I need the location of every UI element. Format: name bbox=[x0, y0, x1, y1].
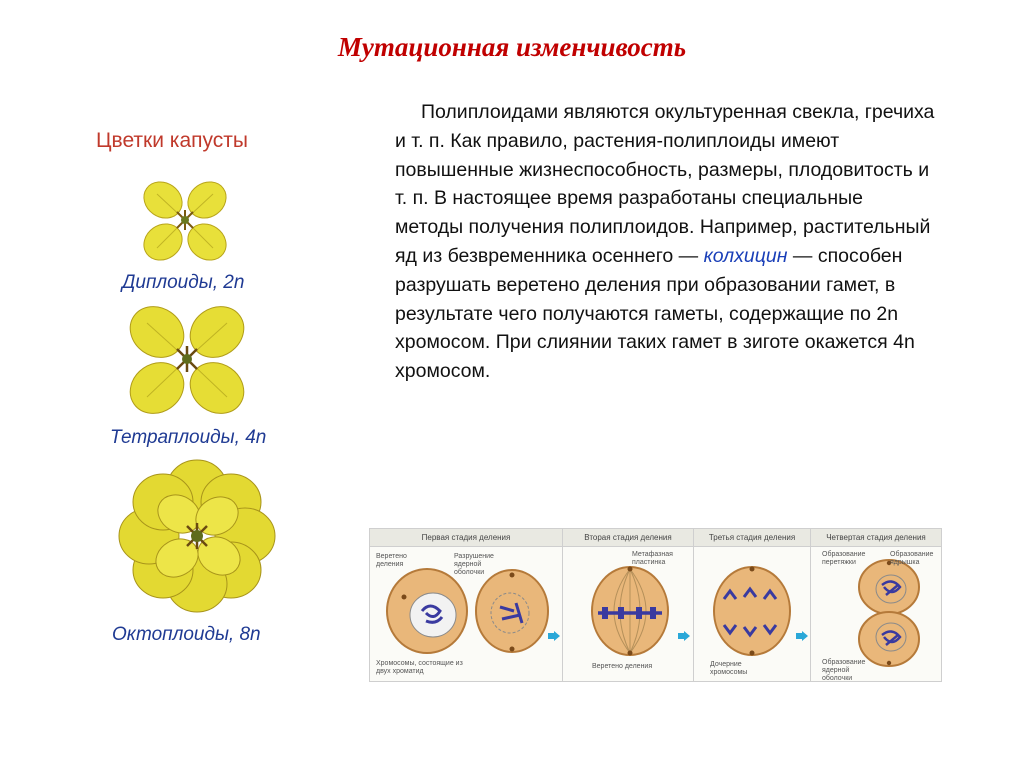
spindle-label: Веретено деления bbox=[376, 553, 407, 568]
diploid-flower-image bbox=[132, 170, 238, 270]
nucleolus-label: Образование ядрышка bbox=[890, 551, 934, 566]
daughter-chromosomes-label: Дочерние хромосомы bbox=[710, 661, 748, 676]
stage-4-heading: Четвертая стадия деления bbox=[811, 529, 941, 547]
page-title: Мутационная изменчивость bbox=[337, 32, 687, 62]
spindle-bottom-label: Веретено деления bbox=[592, 663, 653, 670]
stage-2-cell bbox=[588, 563, 672, 659]
colchicine-term: колхицин bbox=[703, 244, 788, 267]
stage-4-cell bbox=[856, 557, 922, 669]
nuclear-envelope-label: Образование ядерной оболочки bbox=[822, 659, 866, 682]
diploid-label: Диплоиды, 2n bbox=[122, 272, 245, 293]
arrow-icon bbox=[548, 631, 560, 641]
octoploid-flower-image bbox=[116, 455, 278, 617]
stage-divider bbox=[693, 529, 694, 681]
cell-division-diagram bbox=[369, 528, 942, 682]
stage-3-heading: Третья стадия деления bbox=[694, 529, 810, 547]
paragraph-text-before: Полиплоидами являются окультуренная свекла, гречиха и т. п. Как правило, растения-полиплоиды имеют повышенные жизнеспособность, размеры, плодовитость и т. п. В настоящее время разработаны специальные методы получения полиплоидов. Например, растительный яд из безвременника осеннего — bbox=[395, 101, 935, 267]
paragraph-text-after: — способен разрушать веретено деления при образовании гамет, в результате чего получаются гаметы, содержащие по 2n хромосом. При слиянии таких гамет в зиготе окажется 4n хромосом. bbox=[395, 244, 915, 383]
chromosomes-label: Хромосомы, состоящие из двух хроматид bbox=[376, 660, 463, 675]
stage-divider bbox=[562, 529, 563, 681]
stage-1-cell-a bbox=[384, 567, 470, 655]
octoploid-label: Октоплоиды, 8n bbox=[112, 624, 261, 645]
stage-divider bbox=[810, 529, 811, 681]
polyploidy-paragraph bbox=[395, 98, 935, 386]
arrow-icon bbox=[678, 631, 690, 641]
stage-1-heading: Первая стадия деления bbox=[370, 529, 562, 547]
tetraploid-label: Тетраплоиды, 4n bbox=[110, 427, 267, 448]
stage-3-cell bbox=[710, 563, 794, 659]
tetraploid-flower-image bbox=[118, 296, 256, 424]
constriction-label: Образование перетяжки bbox=[822, 551, 866, 566]
stage-1-cell-b bbox=[472, 567, 552, 655]
cabbage-flowers-heading: Цветки капусты bbox=[96, 129, 248, 152]
metaphase-plate-label: Метафазная пластинка bbox=[632, 551, 673, 566]
stage-2-heading: Вторая стадия деления bbox=[563, 529, 693, 547]
arrow-icon bbox=[796, 631, 808, 641]
nuclear-breakdown-label: Разрушение ядерной оболочки bbox=[454, 553, 494, 576]
